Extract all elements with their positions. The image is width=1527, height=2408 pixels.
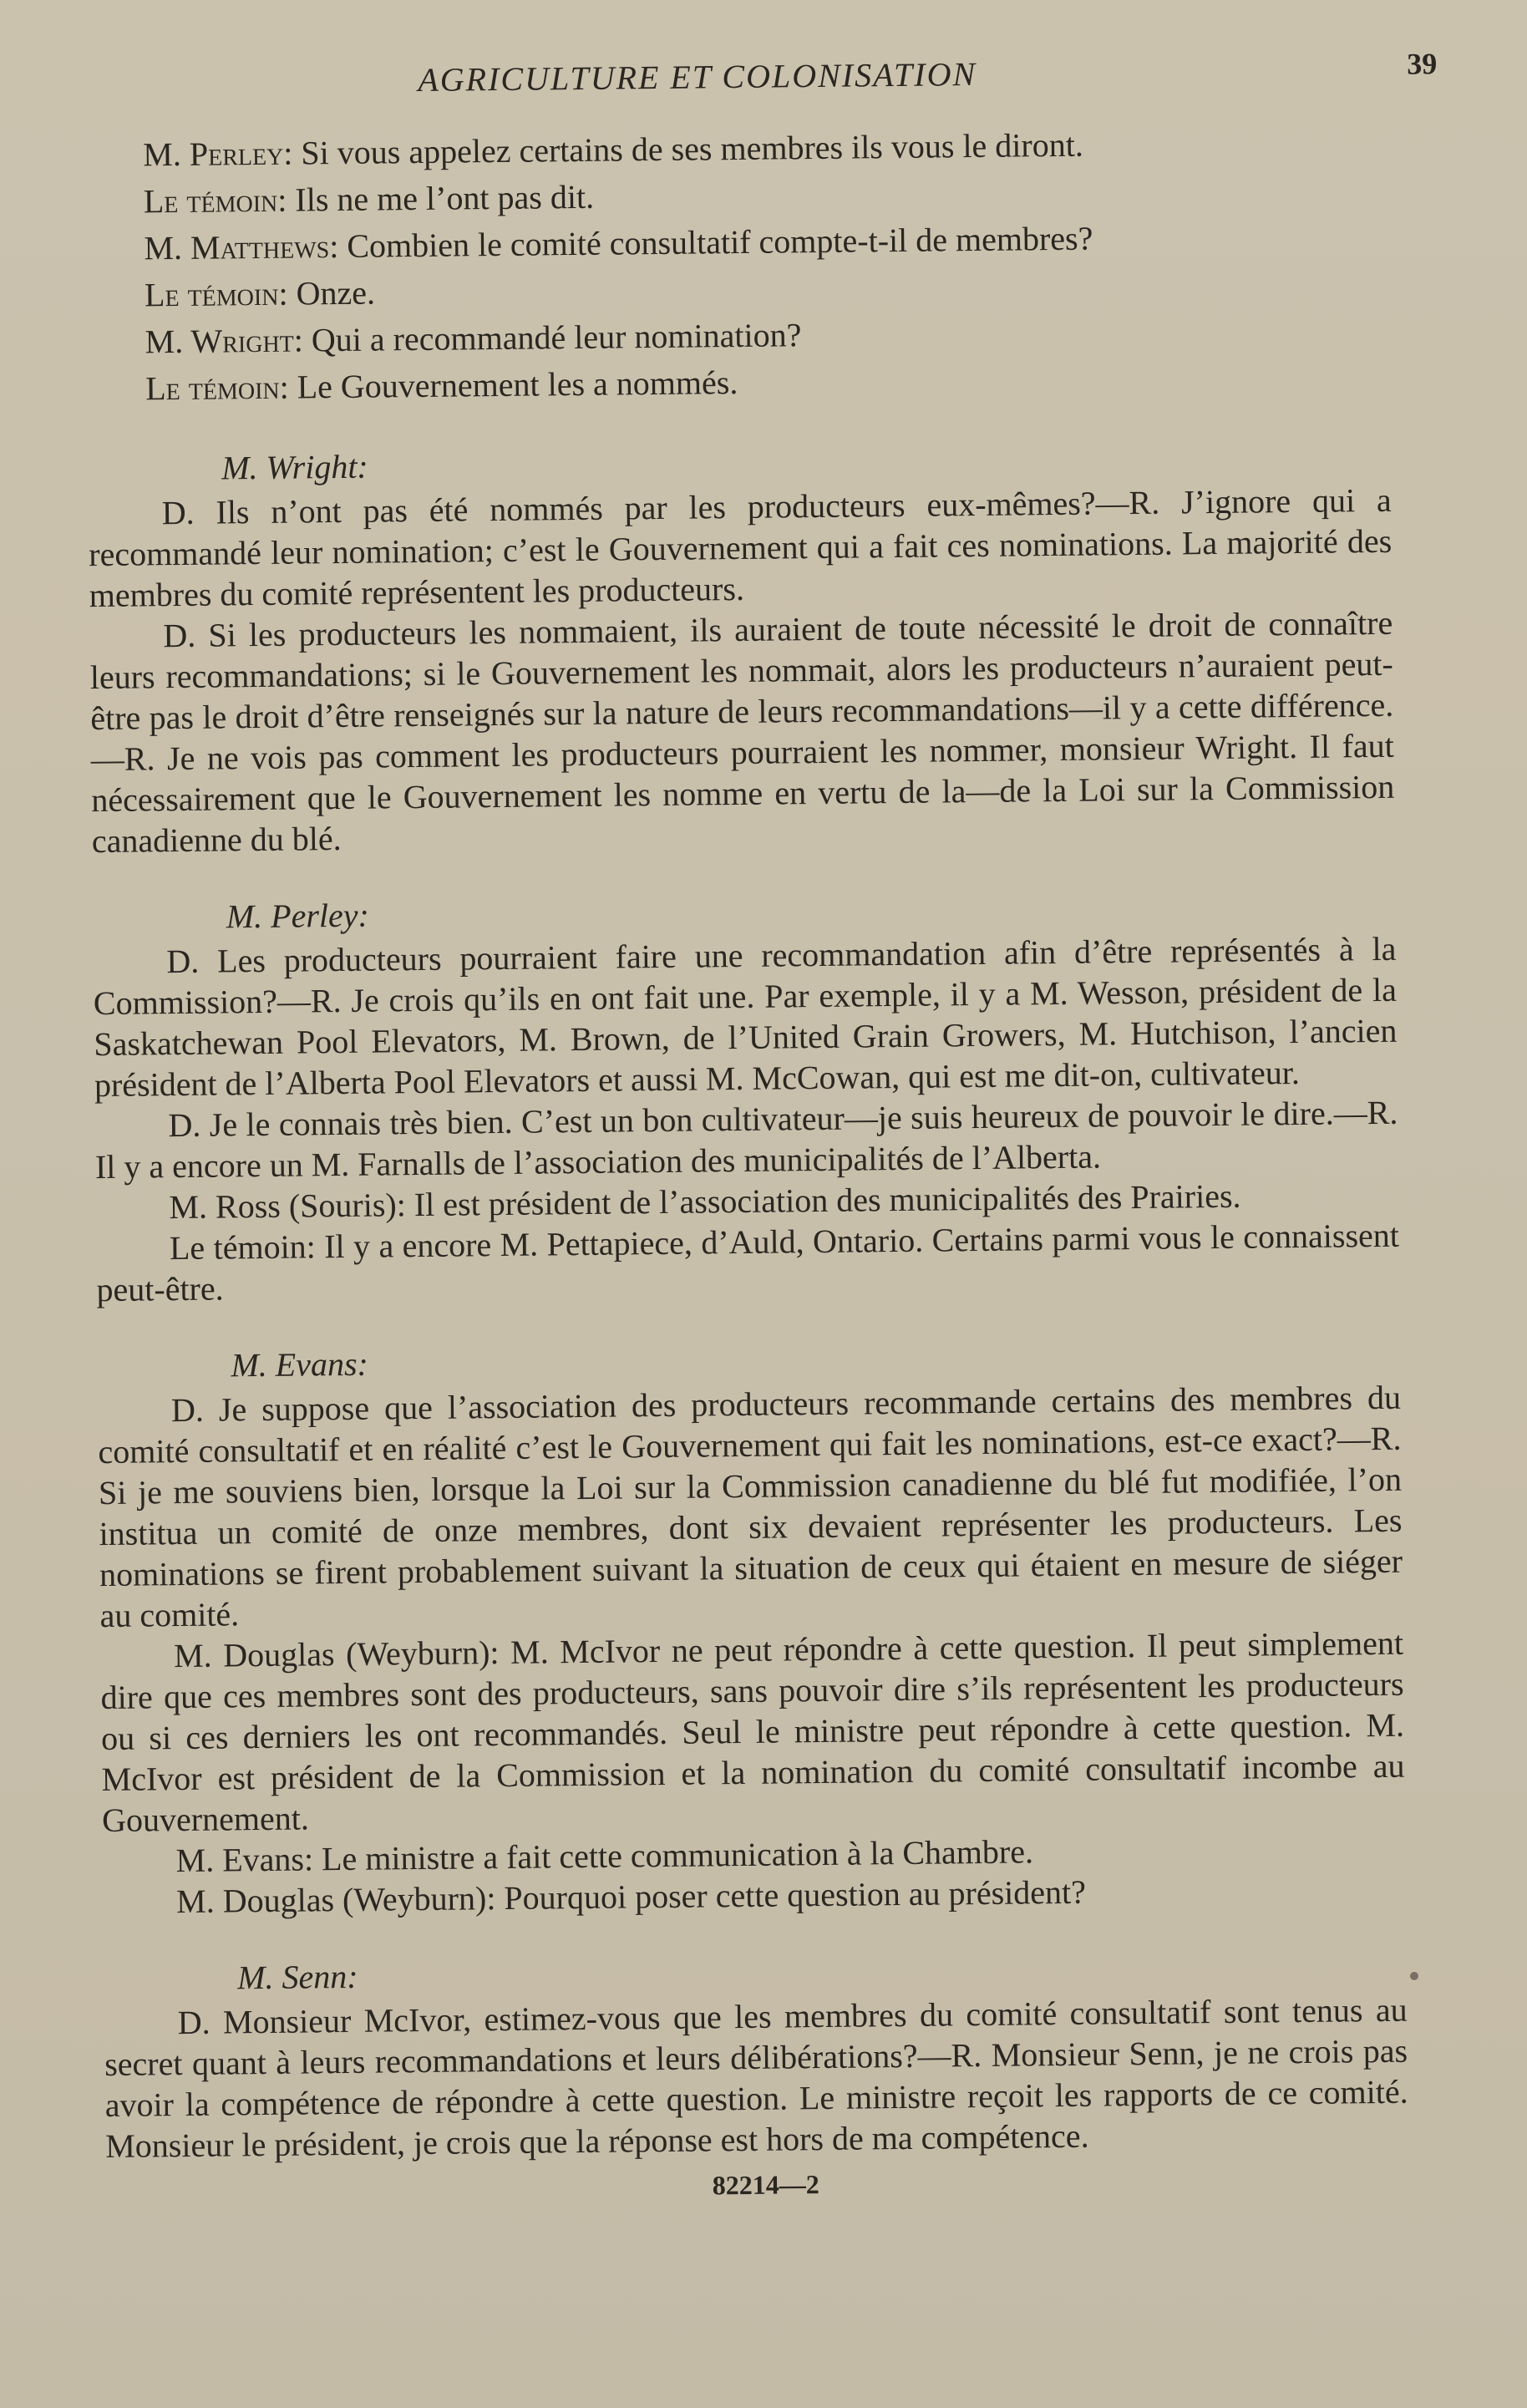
paragraph: D. Je le connais très bien. C’est un bon cultivateur—je suis heureux de pouvoir le dire.—R. Il y a encore un M. Farnalls de l’association des municipalités de l’Alberta.	[94, 1093, 1398, 1186]
speaker-name: M. Wright	[145, 321, 294, 361]
dialogue-line: M. Perley: Si vous appelez certains de ses membres ils vous le diront.	[143, 125, 1084, 174]
speaker-name: Le témoin	[143, 180, 278, 221]
dialogue-block	[84, 119, 1390, 413]
speaker-name: M. Matthews	[144, 227, 330, 267]
paragraph: M. Douglas (Weyburn): Pourquoi poser cette question au président?	[175, 1872, 1087, 1921]
paragraph: D. Monsieur McIvor, estimez-vous que les membres du comité consultatif sont tenus au secret quant à leurs recommandations et leurs délibérations?—R. Monsieur Senn, je ne crois pas avoir la compétence de répondre à cette question. Le ministre reçoit les rapports de ce comité. Monsieur le président, je crois que la réponse est hors de ma compétence.	[104, 1990, 1408, 2166]
speaker-name: M. Perley	[143, 134, 284, 174]
section-heading: M. Perley:	[226, 896, 370, 936]
section-heading: M. Senn:	[236, 1957, 358, 1997]
dialogue-line: Le témoin: Ils ne me l’ont pas dit.	[143, 177, 595, 221]
running-title: AGRICULTURE ET COLONISATION	[418, 54, 977, 99]
dialogue-line: M. Matthews: Combien le comité consultatif compte-t-il de membres?	[144, 219, 1093, 267]
ink-spot	[1410, 1972, 1418, 1980]
speech-text: Onze.	[296, 273, 376, 312]
paragraph: M. Ross (Souris): Il est président de l’association des municipalités des Prairies.	[169, 1176, 1241, 1227]
paragraph: M. Evans: Le ministre a fait cette communication à la Chambre.	[175, 1832, 1034, 1880]
speech-text: Combien le comité consultatif compte-t-il de membres?	[347, 219, 1093, 265]
section-heading: M. Evans:	[231, 1344, 369, 1384]
paragraph: D. Si les producteurs les nommaient, ils auraient de toute nécessité le droit de connaître leurs recommandations; si le Gouvernement les nommait, alors les producteurs n’auraient peut-être pas le droit d’être renseignés sur la nature de leurs recommandations—il y a cette différence.—R. Je ne vois pas comment les producteurs pourraient les nommer, monsieur Wright. Il faut nécessairement que le Gouvernement les nomme en vertu de la—de la Loi sur la Commission canadienne du blé.	[89, 603, 1395, 861]
dialogue-line: Le témoin: Onze.	[144, 273, 376, 314]
paragraph: Le témoin: Il y a encore M. Pettapiece, d’Auld, Ontario. Certains parmi vous le connaissent peut-être.	[96, 1216, 1400, 1309]
page-header	[84, 43, 1438, 132]
paragraph: D. Je suppose que l’association des producteurs recommande certains des membres du comité consultatif et en réalité c’est le Gouvernement qui fait les nominations, est-ce exact?—R. Si je me souviens bien, lorsque la Loi sur la Commission canadienne du blé fut modifiée, l’on institua un comité de onze membres, dont six devaient représenter les producteurs. Les nominations se firent probablement suivant la situation de ceux qui étaient en mesure de siéger au comité.	[98, 1378, 1403, 1635]
page-number: 39	[1407, 47, 1438, 81]
signature-mark: 82214—2	[712, 2169, 819, 2201]
dialogue-line: Le témoin: Le Gouvernement les a nommés.	[145, 363, 738, 408]
section-wright	[88, 433, 1395, 861]
paragraph: M. Douglas (Weyburn): M. McIvor ne peut répondre à cette question. Il peut simplement dire que ces membres sont des producteurs, sans pouvoir dire s’ils représentent les producteurs ou si ces derniers les ont recommandés. Seul le ministre peut répondre à cette question. M. McIvor est président de la Commission et la nomination du comité consultatif incombe au Gouvernement.	[100, 1623, 1405, 1840]
section-evans	[97, 1330, 1406, 1923]
dialogue-line: M. Wright: Qui a recommandé leur nomination?	[145, 316, 802, 361]
paragraph: D. Ils n’ont pas été nommés par les producteurs eux-mêmes?—R. J’ignore qui a recommandé leur nomination; c’est le Gouvernement qui a fait ces nominations. La majorité des membres du comité représentent les producteurs.	[89, 480, 1393, 615]
speech-text: Ils ne me l’ont pas dit.	[295, 177, 595, 219]
speech-text: Le Gouvernement les a nommés.	[297, 363, 738, 406]
paragraph: D. Les producteurs pourraient faire une recommandation afin d’être représentés à la Commission?—R. Je crois qu’ils en ont fait une. Par exemple, il y a M. Wesson, président de la Saskatchewan Pool Elevators, M. Brown, de l’United Grain Growers, M. Hutchison, l’ancien président de l’Alberta Pool Elevators et aussi M. McCowan, qui est me dit-on, cultivateur.	[93, 929, 1398, 1105]
speaker-name: Le témoin	[145, 368, 280, 408]
page-content	[84, 43, 1438, 2207]
section-senn	[104, 1943, 1409, 2167]
section-perley	[93, 881, 1400, 1310]
speaker-name: Le témoin	[144, 274, 279, 314]
speech-text: Si vous appelez certains de ses membres ils vous le diront.	[301, 125, 1084, 172]
speech-text: Qui a recommandé leur nomination?	[311, 316, 802, 359]
section-heading: M. Wright:	[221, 447, 368, 487]
